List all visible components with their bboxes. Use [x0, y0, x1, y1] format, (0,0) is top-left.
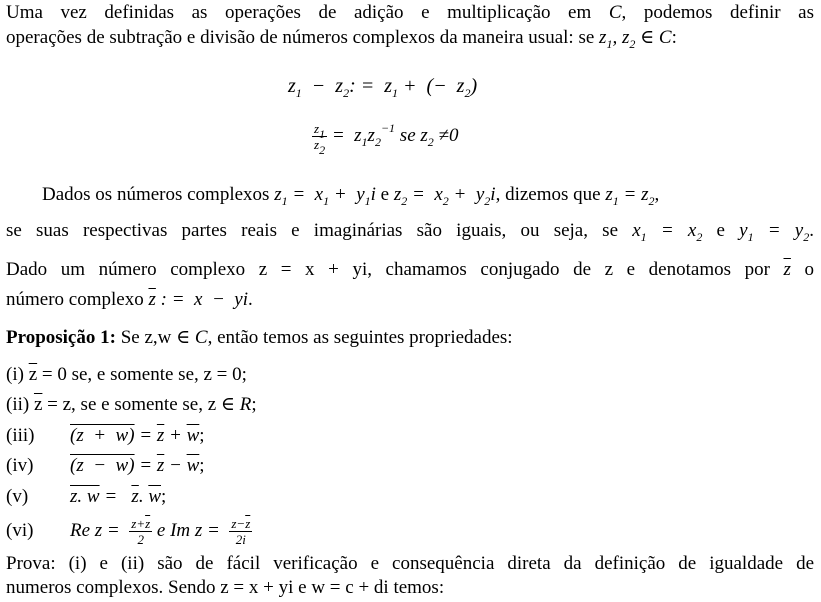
property-iii: (iii) $(z + w) = \overline{z} + \overline{w}$; [6, 425, 205, 446]
intro-line-1: Uma vez definidas as operações de adição e multiplicação em C, podemos definir as [6, 2, 815, 23]
fraction-re: $\frac{z+\overline{z}}{2}$ [131, 516, 151, 548]
property-ii: (ii) $\overline{z} = z$, se e somente se, z ∈ R; [6, 394, 257, 415]
equation-division: $\frac{z_1}{z_2}$ = $z_1z_2^{-1}$ se $z_2 \ne 0$ [314, 121, 459, 158]
equation-subtraction: $z_1 - z_2$: = $z_1$ + (− $z_2$) [288, 75, 478, 100]
equality-line-2: se suas respectivas partes reais e imaginárias são iguais, ou seja, se $x_1 = x_2$ e $y_1 = y_2$. [6, 220, 814, 244]
fraction-z1-over-z2: $\frac{z_1}{z_2}$ [314, 121, 326, 158]
intro-line-2: operações de subtração e divisão de números complexos da maneira usual: se $z_1$, $z_2$ ∈ C: [6, 27, 677, 51]
property-vi: (vi) Re z = $\frac{z+\overline{z}}{2}$ e Im z = $\frac{z-\overline{z}}{2i}$ [6, 516, 251, 548]
equality-line-1: Dados os números complexos $z_1 = x_1 + y_1i$ e $z_2 = x_2 + y_2i$, dizemos que $z_1 = z_2$, [42, 184, 660, 208]
property-iv: (iv) $(z - w) = \overline{z} - \overline{w}$; [6, 455, 205, 476]
property-v: (v) z. $w = \overline{z}$. $\overline{w}$; [6, 486, 167, 507]
conjugate-line-1: Dado um número complexo z = x + yi, chamamos conjugado de z e denotamos por $\overline{z}$ o [6, 259, 814, 280]
proof-line-1: Prova: (i) e (ii) são de fácil verificação e consequência direta da definição de igualdade de [6, 553, 814, 574]
fraction-im: $\frac{z-\overline{z}}{2i}$ [231, 516, 251, 548]
proposition-heading: Proposição 1: Se z,w ∈ C, então temos as seguintes propriedades: [6, 327, 513, 348]
property-i: (i) $\overline{z} = 0$ se, e somente se, z = 0; [6, 364, 247, 385]
proof-line-2: numeros complexos. Sendo z = x + yi e w = c + di temos: [6, 577, 445, 598]
conjugate-line-2: número complexo $\overline{z}$ : = x − yi. [6, 289, 253, 310]
